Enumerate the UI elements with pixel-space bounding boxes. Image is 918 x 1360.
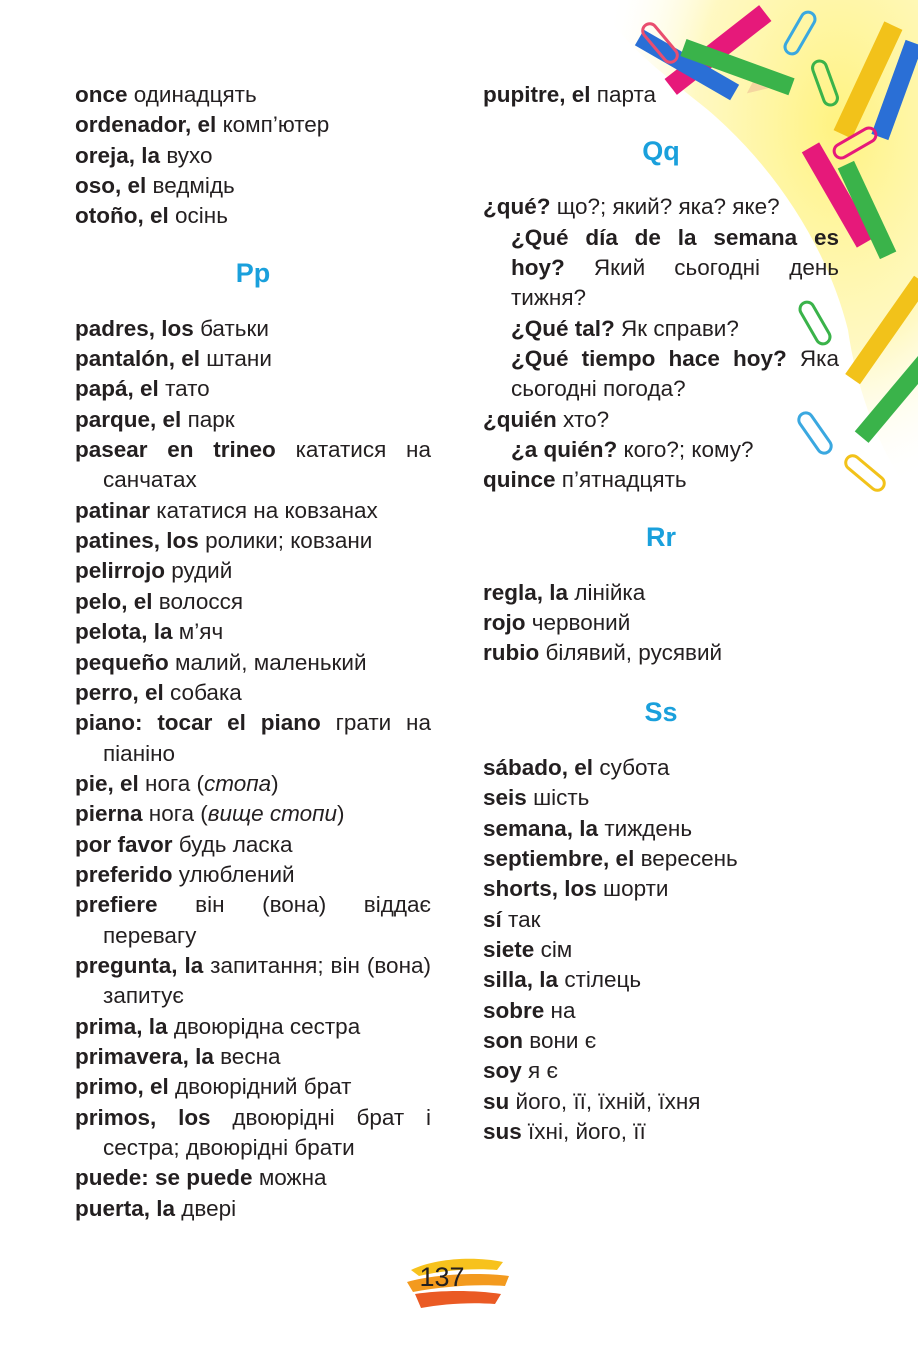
dictionary-entry: once одинадцять <box>75 82 257 107</box>
dictionary-entry: seis шість <box>483 785 590 811</box>
dictionary-entry: perro, el собака <box>75 679 242 705</box>
dictionary-entry: pequeño малий, маленький <box>75 649 367 675</box>
dictionary-entry: quince п’ятнадцять <box>483 467 687 493</box>
dictionary-entry: ¿quién хто? <box>483 406 610 432</box>
dictionary-entry: silla, la стілець <box>483 967 642 993</box>
dictionary-entry: shorts, los шорти <box>483 876 669 902</box>
left-column <box>75 80 431 1224</box>
dictionary-entry: primavera, la весна <box>75 1043 281 1069</box>
dictionary-entry: pelo, el волосся <box>75 588 244 614</box>
dictionary-entry: ¿qué? що?; який? яка? яке? <box>483 194 780 220</box>
dictionary-entry: sí так <box>483 906 541 932</box>
dictionary-entry: primos, los двоюрідні брат і сестра; двоюрідні брати <box>75 1104 431 1160</box>
dictionary-entry: pasear en trineo кататися на санчатах <box>75 437 431 493</box>
page-number: 137 <box>419 1262 465 1292</box>
dictionary-entry: rubio білявий, русявий <box>483 640 723 666</box>
dictionary-entry: ordenador, el комп’ютер <box>75 112 330 138</box>
dictionary-entry: su його, її, їхній, їхня <box>483 1088 701 1114</box>
dictionary-entry: pantalón, el штани <box>75 346 272 372</box>
paperclip-icon <box>843 453 887 493</box>
dictionary-entry: oso, el ведмідь <box>75 173 235 199</box>
dictionary-entry: regla, la лінійка <box>483 579 646 605</box>
dictionary-entry: siete сім <box>483 936 573 962</box>
dictionary-subentry: ¿Qué tal? Як справи? <box>511 315 739 341</box>
dictionary-entry: por favor будь ласка <box>75 831 293 857</box>
letter-heading-q: Qq <box>642 136 680 167</box>
dictionary-entry: pregunta, la запитання; він (вона) запитує <box>75 952 431 1009</box>
dictionary-entry: puerta, la двері <box>75 1195 237 1221</box>
dictionary-entry: preferido улюблений <box>75 861 295 887</box>
dictionary-entry: soy я є <box>483 1058 558 1084</box>
entries-p <box>75 314 431 1224</box>
dictionary-entry: papá, el тато <box>75 376 210 402</box>
dictionary-entry: sobre на <box>483 997 576 1023</box>
dictionary-entry: puede: se puede можна <box>75 1165 327 1191</box>
dictionary-entry: pupitre, el парта <box>483 82 657 107</box>
letter-heading-r: Rr <box>645 521 676 552</box>
dictionary-entry: otoño, el осінь <box>75 203 228 229</box>
dictionary-entry: primo, el двоюрідний брат <box>75 1074 352 1100</box>
dictionary-entry: prefiere він (вона) віддає перевагу <box>75 892 431 948</box>
dictionary-subentry: ¿a quién? кого?; кому? <box>511 437 754 463</box>
letter-heading-s: Ss <box>644 696 678 727</box>
dictionary-entry: padres, los батьки <box>75 315 269 341</box>
dictionary-entry: rojo червоний <box>483 610 631 636</box>
dictionary-entry: pie, el нога (стопа) <box>75 770 279 796</box>
dictionary-subentry: ¿Qué día de la semana es hoy? Який сьогодні день тижня? <box>511 224 839 311</box>
dictionary-entry: piano: tocar el piano грати на піаніно <box>75 710 431 766</box>
entries-o <box>75 80 431 232</box>
dictionary-entry: pierna нога (вище стопи) <box>75 801 345 827</box>
dictionary-entry: sus їхні, його, її <box>483 1118 646 1144</box>
right-column <box>483 80 839 1147</box>
dictionary-entry: prima, la двоюрідна сестра <box>75 1013 361 1039</box>
dictionary-entry: pelota, la м’яч <box>75 619 224 645</box>
dictionary-entry: parque, el парк <box>75 406 235 432</box>
dictionary-entry: son вони є <box>483 1027 597 1053</box>
dictionary-entry: patines, los ролики; ковзани <box>75 528 373 554</box>
dictionary-entry: sábado, el субота <box>483 754 670 780</box>
dictionary-subentry: ¿Qué tiempo hace hoy? Яка сьогодні погода? <box>511 346 839 402</box>
dictionary-entry: oreja, la вухо <box>75 142 213 168</box>
dictionary-entry: semana, la тиждень <box>483 815 693 841</box>
dictionary-entry: patinar кататися на ковзанах <box>75 497 378 523</box>
letter-heading-p: Pp <box>235 257 271 288</box>
dictionary-entry: pelirrojo рудий <box>75 558 233 584</box>
page-number-area <box>405 1248 515 1318</box>
dictionary-entry: septiembre, el вересень <box>483 845 738 871</box>
